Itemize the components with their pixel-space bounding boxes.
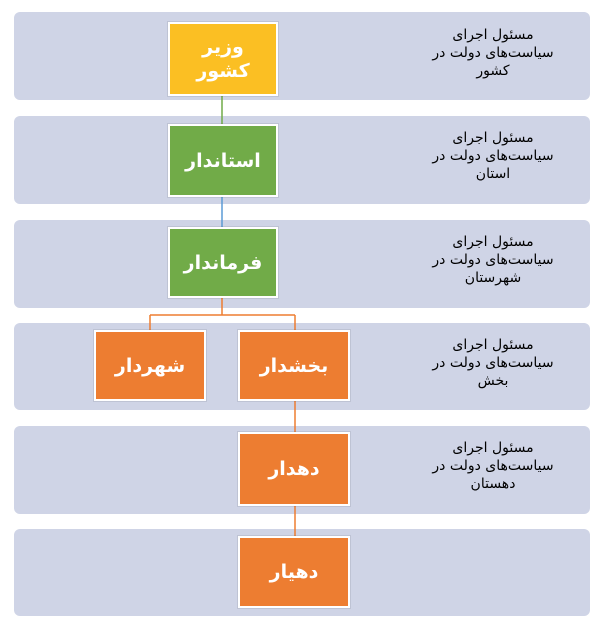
node-label: شهردار bbox=[114, 354, 186, 377]
node-governor[interactable] bbox=[168, 227, 278, 298]
node-label-line: کشور bbox=[196, 60, 250, 82]
desc-line: مسئول اجرای bbox=[452, 130, 534, 146]
desc-rural-district bbox=[418, 439, 568, 493]
node-label: استاندار bbox=[185, 149, 261, 172]
desc-line: بخش bbox=[477, 373, 509, 389]
node-district-governor[interactable] bbox=[238, 330, 350, 401]
node-label: دهدار bbox=[268, 458, 320, 480]
node-rural-district-head[interactable] bbox=[238, 432, 350, 506]
desc-line: مسئول اجرای bbox=[452, 27, 534, 43]
node-village-head[interactable] bbox=[238, 536, 350, 608]
desc-line: سیاست‌های دولت در bbox=[432, 252, 554, 268]
desc-line: سیاست‌های دولت در bbox=[432, 45, 554, 61]
desc-line: سیاست‌های دولت در bbox=[432, 148, 554, 164]
desc-line: شهرستان bbox=[464, 270, 522, 286]
desc-line: مسئول اجرای bbox=[452, 440, 534, 456]
node-governor-general[interactable] bbox=[168, 124, 278, 197]
node-label-line: وزیر bbox=[202, 36, 244, 58]
desc-line: کشور bbox=[476, 63, 510, 79]
desc-province bbox=[418, 129, 568, 183]
desc-line: سیاست‌های دولت در bbox=[432, 458, 554, 474]
node-label: بخشدار bbox=[259, 354, 329, 377]
desc-line: دهستان bbox=[470, 476, 516, 492]
desc-line: مسئول اجرای bbox=[452, 234, 534, 250]
desc-county bbox=[418, 233, 568, 287]
desc-line: مسئول اجرای bbox=[452, 337, 534, 353]
node-minister-of-interior[interactable] bbox=[168, 22, 278, 96]
node-label: دهیار bbox=[269, 561, 319, 583]
node-mayor[interactable] bbox=[94, 330, 206, 401]
node-label: فرماندار bbox=[183, 251, 263, 274]
desc-district bbox=[418, 336, 568, 390]
desc-country bbox=[418, 26, 568, 80]
desc-line: استان bbox=[475, 166, 511, 182]
desc-line: سیاست‌های دولت در bbox=[432, 355, 554, 371]
